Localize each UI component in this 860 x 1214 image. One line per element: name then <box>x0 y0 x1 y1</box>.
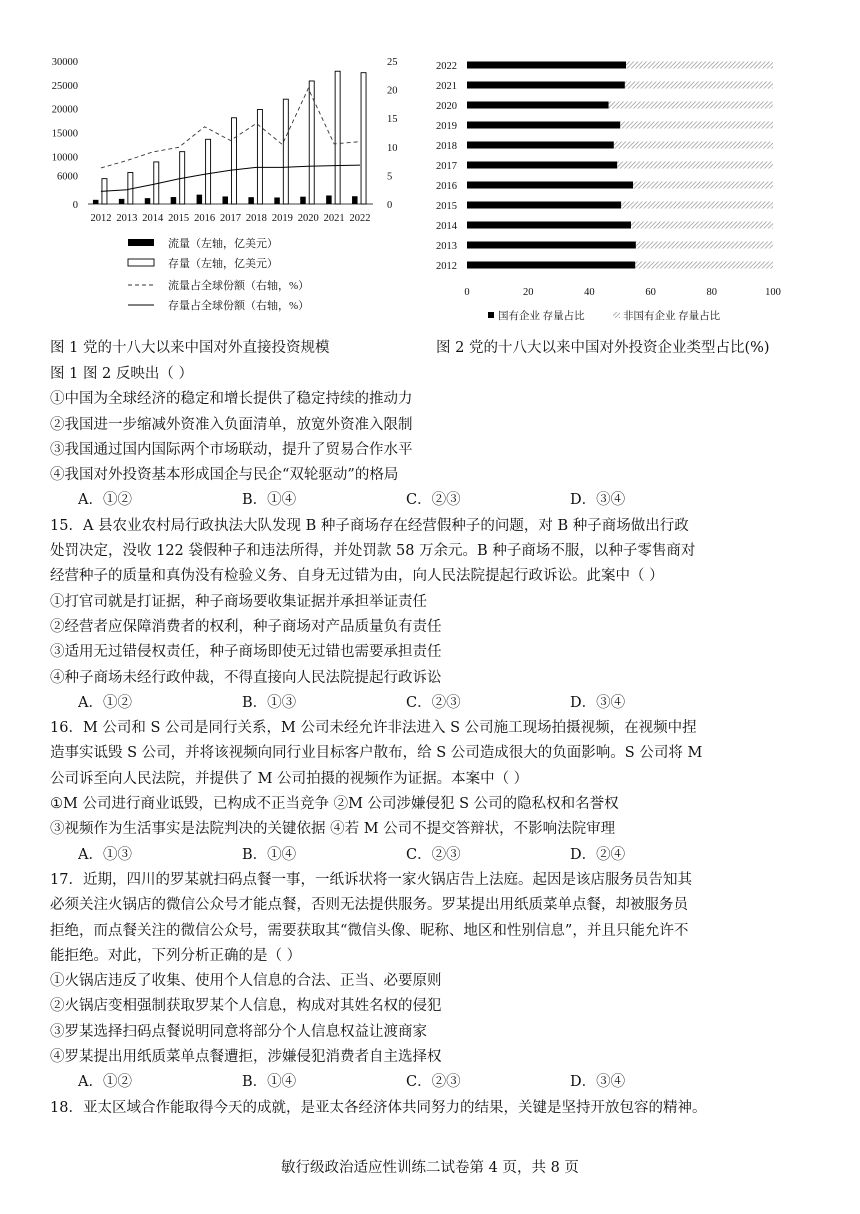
y-tick-label: 2020 <box>436 101 457 112</box>
answer-options <box>50 691 820 716</box>
non-soe-share-bar <box>635 262 773 269</box>
answer-option: B．①③ <box>242 694 297 711</box>
answer-option: C．②③ <box>406 492 461 509</box>
flow-bar <box>93 200 99 204</box>
legend-label: 流量（左轴，亿美元） <box>168 238 278 250</box>
non-soe-share-bar <box>633 182 773 189</box>
flow-bar <box>223 196 229 204</box>
x-tick-label: 2020 <box>297 213 319 224</box>
left-tick-label: 0 <box>72 200 78 211</box>
text-line: 处罚决定，没收 122 袋假种子和违法所得，并处罚款 58 万余元。B 种子商场不服，以种子零售商对 <box>50 543 696 560</box>
x-tick-label: 40 <box>584 287 595 298</box>
answer-option: B．①④ <box>242 492 297 509</box>
text-line: 公司诉至向人民法院，并提供了 M 公司拍摄的视频作为证据。本案中（ ） <box>50 770 529 787</box>
flow-bar <box>326 195 332 204</box>
answer-option: C．②③ <box>406 846 461 863</box>
non-soe-share-bar <box>609 102 773 109</box>
text-line: ①打官司就是打证据，种子商场要收集证据并承担举证责任 <box>50 593 427 610</box>
text-line: 16．M 公司和 S 公司是同行关系，M 公司未经允许非法进入 S 公司施工现场拍摄视频，在视频中捏 <box>50 720 697 737</box>
non-soe-share-bar <box>631 222 773 229</box>
left-tick-label: 25000 <box>51 80 78 92</box>
x-tick-label: 2012 <box>90 213 112 224</box>
answer-option: A．①③ <box>78 846 132 863</box>
y-tick-label: 2018 <box>436 141 457 152</box>
flow-bar <box>300 197 306 204</box>
text-line: ①中国为全球经济的稳定和增长提供了稳定持续的推动力 <box>50 391 413 408</box>
y-tick-label: 2015 <box>436 201 457 212</box>
flow-bar <box>274 197 280 204</box>
right-tick-label: 25 <box>387 57 398 68</box>
soe-share-bar <box>467 162 617 169</box>
answer-options <box>50 1070 820 1095</box>
text-line: ④我国对外投资基本形成国企与民企“双轮驱动”的格局 <box>50 467 399 484</box>
answer-options <box>50 843 820 868</box>
answer-option: B．①④ <box>242 1074 297 1091</box>
left-tick-label: 15000 <box>51 128 78 140</box>
x-tick-label: 80 <box>706 287 718 298</box>
y-tick-label: 2013 <box>436 241 457 252</box>
flow-bar <box>197 195 203 204</box>
right-tick-label: 10 <box>387 142 398 154</box>
flow-bar <box>171 197 177 204</box>
text-line: 图 1 图 2 反映出（ ） <box>50 366 193 382</box>
x-tick-label: 100 <box>765 287 781 298</box>
x-tick-label: 2018 <box>245 213 267 224</box>
soe-share-bar <box>467 62 626 69</box>
stock-bar <box>361 73 366 204</box>
text-line: 必须关注火锅店的微信公众号才能点餐，否则无法提供服务。罗某提出用纸质菜单点餐，却被服务员 <box>50 897 688 914</box>
answer-option: C．②③ <box>406 1074 461 1091</box>
figure-1-chart <box>40 50 420 330</box>
legend-label: 流量占全球份额（右轴，%） <box>168 280 310 292</box>
left-tick-label: 30000 <box>51 57 78 68</box>
x-tick-label: 2013 <box>116 213 138 224</box>
text-line: 18．亚太区域合作能取得今天的成就，是亚太各经济体共同努力的结果，关键是坚持开放包容的精神。 <box>50 1099 707 1116</box>
non-soe-share-bar <box>621 202 773 209</box>
text-line: 15．A 县农业农村局行政执法大队发现 B 种子商场存在经营假种子的问题，对 B 种子商场做出行政 <box>50 517 689 534</box>
y-tick-label: 2021 <box>436 81 457 92</box>
text-line: 17．近期，四川的罗某就扫码点餐一事，一纸诉状将一家火锅店告上法庭。起因是该店服务员告知其 <box>50 871 692 888</box>
right-tick-label: 20 <box>387 85 398 97</box>
x-tick-label: 2019 <box>271 213 293 224</box>
answer-option: D．②④ <box>570 846 626 863</box>
y-tick-label: 2016 <box>436 181 457 192</box>
flow-bar <box>119 199 125 204</box>
text-line: ④种子商场未经行政仲裁，不得直接向人民法院提起行政诉讼 <box>50 669 442 686</box>
answer-option: A．①② <box>78 492 132 509</box>
question-text <box>50 362 820 1121</box>
y-tick-label: 2012 <box>436 261 457 272</box>
text-line: ④罗某提出用纸质菜单点餐遭拒，涉嫌侵犯消费者自主选择权 <box>50 1049 442 1066</box>
answer-option: A．①② <box>78 694 132 711</box>
legend-label: 非国有企业 存量占比 <box>623 311 721 322</box>
right-tick-label: 15 <box>387 114 398 126</box>
legend-label: 存量占全球份额（右轴，%） <box>168 300 310 312</box>
x-tick-label: 2022 <box>349 213 371 224</box>
soe-share-bar <box>467 262 635 269</box>
legend-label: 存量（左轴，亿美元） <box>168 258 278 270</box>
stock-bar <box>206 139 211 204</box>
x-tick-label: 0 <box>464 287 470 298</box>
answer-option: D．③④ <box>570 1074 626 1091</box>
x-tick-label: 2016 <box>194 213 216 224</box>
soe-share-bar <box>467 202 621 209</box>
text-line: ③罗某选择扫码点餐说明同意将部分个人信息权益让渡商家 <box>50 1023 427 1040</box>
soe-share-bar <box>467 122 620 129</box>
legend-flow-swatch <box>128 239 154 246</box>
text-line: ②火锅店变相强制获取罗某个人信息，构成对其姓名权的侵犯 <box>50 998 442 1015</box>
right-tick-label: 0 <box>387 200 393 211</box>
text-line: ③视频作为生活事实是法院判决的关键依据 ④若 M 公司不提交答辩状，不影响法院审理 <box>50 821 616 838</box>
non-soe-share-bar <box>614 142 773 149</box>
non-soe-share-bar <box>625 82 773 89</box>
y-tick-label: 2014 <box>436 221 457 232</box>
answer-option: D．③④ <box>570 492 626 509</box>
answer-option: D．③④ <box>570 694 626 711</box>
x-tick-label: 2017 <box>220 213 241 224</box>
soe-share-bar <box>467 182 633 189</box>
x-tick-label: 2014 <box>142 213 164 224</box>
left-tick-label: 10000 <box>51 152 78 164</box>
non-soe-share-bar <box>620 122 773 129</box>
left-tick-label: 6000 <box>57 171 78 183</box>
text-line: ①M 公司进行商业诋毁，已构成不正当竞争 ②M 公司涉嫌侵犯 S 公司的隐私权和名誉权 <box>50 796 619 813</box>
non-soe-share-bar <box>617 162 773 169</box>
legend-stock-swatch <box>128 259 154 266</box>
non-soe-share-bar <box>626 62 773 69</box>
text-line: ③我国通过国内国际两个市场联动，提升了贸易合作水平 <box>50 441 413 458</box>
soe-share-bar <box>467 242 636 249</box>
answer-option: C．②③ <box>406 694 461 711</box>
text-line: ①火锅店违反了收集、使用个人信息的合法、正当、必要原则 <box>50 973 442 990</box>
figure-1-caption: 图 1 党的十八大以来中国对外直接投资规模 <box>50 340 330 356</box>
answer-options <box>50 488 820 513</box>
stock-bar <box>335 71 340 204</box>
figure-2-chart <box>420 50 820 335</box>
soe-share-bar <box>467 82 625 89</box>
text-line: ②经营者应保障消费者的权利，种子商场对产品质量负有责任 <box>50 618 442 635</box>
answer-option: A．①② <box>78 1074 132 1091</box>
x-tick-label: 2015 <box>168 213 190 224</box>
stock-bar <box>283 99 288 204</box>
soe-share-bar <box>467 142 614 149</box>
stock-bar <box>257 110 262 204</box>
text-line: 经营种子的质量和真伪没有检验义务、自身无过错为由，向人民法院提起行政诉讼。此案中（ ） <box>50 568 664 585</box>
flow-bar <box>248 197 254 204</box>
x-tick-label: 2021 <box>323 213 345 224</box>
right-tick-label: 5 <box>387 171 393 183</box>
text-line: 造事实诋毁 S 公司，并将该视频向同行业目标客户散布，给 S 公司造成很大的负面影响。S 公司将 M <box>50 745 703 762</box>
y-tick-label: 2019 <box>436 121 457 132</box>
page-footer: 敏行级政治适应性训练二试卷第 4 页，共 8 页 <box>281 1160 579 1176</box>
legend-non-soe-swatch <box>613 312 620 318</box>
y-tick-label: 2022 <box>436 61 457 72</box>
soe-share-bar <box>467 222 631 229</box>
legend-soe-swatch <box>488 312 494 318</box>
left-tick-label: 20000 <box>51 104 78 116</box>
flow-bar <box>352 196 358 204</box>
x-tick-label: 20 <box>522 287 534 298</box>
flow-share-line <box>101 88 360 168</box>
text-line: 拒绝，而点餐关注的微信公众号，需要获取其“微信头像、昵称、地区和性别信息”，并且只能允许不 <box>50 922 689 939</box>
stock-bar <box>232 118 237 204</box>
x-tick-label: 60 <box>645 287 656 298</box>
text-line: ②我国进一步缩减外资准入负面清单，放宽外资准入限制 <box>50 416 413 433</box>
figure-2-caption: 图 2 党的十八大以来中国对外投资企业类型占比(%) <box>436 340 770 356</box>
text-line: ③适用无过错侵权责任，种子商场即使无过错也需要承担责任 <box>50 644 442 661</box>
answer-option: B．①④ <box>242 846 297 863</box>
legend-label: 国有企业 存量占比 <box>498 311 585 322</box>
soe-share-bar <box>467 102 609 109</box>
text-line: 能拒绝。对此，下列分析正确的是（ ） <box>50 947 302 964</box>
non-soe-share-bar <box>636 242 773 249</box>
y-tick-label: 2017 <box>436 161 457 172</box>
flow-bar <box>145 198 151 204</box>
stock-share-line <box>101 165 360 191</box>
